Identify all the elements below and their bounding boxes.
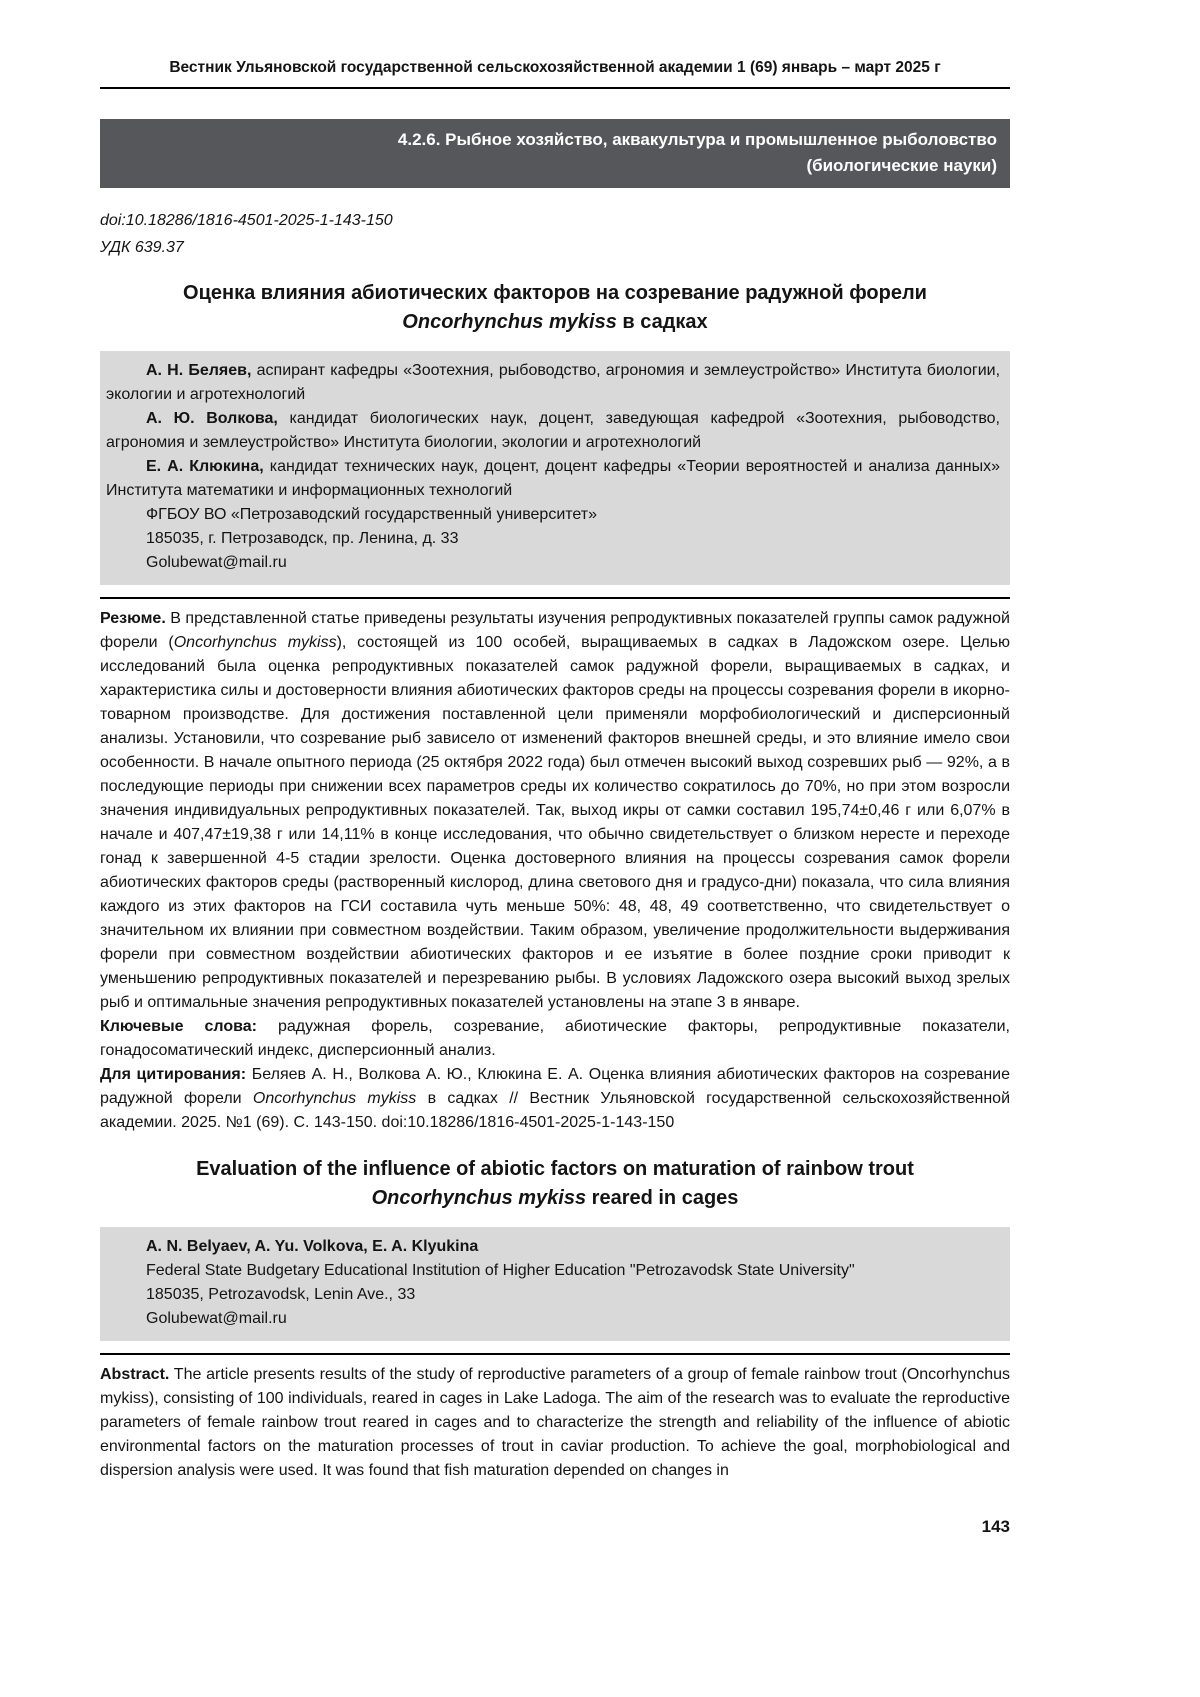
title-en-species: Oncorhynchus mykiss [371, 1186, 587, 1209]
author-ru-2-name: А. Ю. Волкова, [146, 409, 278, 427]
abstract-ru-label: Резюме. [100, 609, 166, 627]
abstract-ru-block [100, 607, 1010, 1135]
abstract-ru-species: Oncorhynchus mykiss [173, 633, 337, 651]
title-en-line1: Evaluation of the influence of abiotic factors on maturation of rainbow trout [196, 1157, 914, 1180]
citation-ru-paragraph [100, 1063, 1010, 1135]
abstract-ru-text-post: ), состоящей из 100 особей, выращиваемых в садках в Ладожском озере. Целью исследований была оценка репродуктивных показателей самок радужной форели, выращиваемых в садках, и характеристика силы и достоверности влияния абиотических факторов среды на процессы созревания форели в икорно-товарном производстве. Для достижения поставленной цели применяли морфобиологический и дисперсионный анализы. Установили, что созревание рыб зависело от изменений факторов внешней среды, и это влияние имело свои особенности. В начале опытного периода (25 октября 2022 года) был отмечен высокий выход созревших рыб — 92%, а в последующие периоды при снижении всех параметров среды их количество сократилось до 70%, но при этом возросли значения индивидуальных репродуктивных показателей. Так, выход икры от самки составил 195,74±0,46 г или 6,07% в начале и 407,47±19,38 г или 14,11% в конце исследования, что обычно свидетельствует о близком нересте и переходе гонад к завершенной 4-5 стадии зрелости. Оценка достоверного влияния на процессы созревания самок форели абиотических факторов среды (растворенный кислород, длина светового дня и градусо-дни) показала, что сила влияния каждого из этих факторов на ГСИ составила чуть меньше 50%: 48, 48, 49 соответственно, что свидетельствует о значительном их влиянии при совместном воздействии. Таким образом, увеличение продолжительности выдерживания форели при совместном воздействии абиотических факторов и ее изъятие в более поздние сроки приводит к уменьшению репродуктивных показателей и перезреванию рыбы. В условиях Ладожского озера высокий выход зрелых рыб и оптимальные значения репродуктивных показателей установлены на этапе 3 в январе. [100, 633, 1011, 1011]
journal-header-text: Вестник Ульяновской государственной сельскохозяйственной академии 1 (69) январь – март 2025 г [169, 59, 941, 76]
author-ru-1-role: аспирант кафедры «Зоотехния, рыбоводство, агрономия и землеустройство» Института биологии, экологии и агротехнологий [106, 361, 1001, 403]
divider-above-abstract-ru [100, 597, 1010, 599]
abstract-en-paragraph [100, 1363, 1010, 1483]
section-banner-line2: (биологические науки) [806, 156, 997, 176]
journal-running-head [100, 58, 1010, 89]
affiliation-email-ru: Golubewat@mail.ru [146, 553, 287, 571]
citation-ru-text-pre: Беляев А. Н., Волкова А. Ю., Клюкина Е. А. Оценка влияния абиотических факторов на созревание радужной форели [100, 1065, 1011, 1107]
page-number: 143 [981, 1517, 1010, 1536]
divider-above-abstract-en [100, 1353, 1010, 1355]
abstract-ru-paragraph [100, 607, 1010, 1015]
abstract-en-label: Abstract. [100, 1365, 170, 1383]
section-banner [100, 119, 1010, 188]
udk-line: УДК 639.37 [100, 238, 184, 256]
authors-en-names-text: A. N. Belyaev, A. Yu. Volkova, E. A. Klyukina [146, 1237, 479, 1255]
citation-ru-label: Для цитирования: [100, 1065, 247, 1083]
author-ru-1-name: А. Н. Беляев, [146, 361, 252, 379]
citation-ru-text-post: в садках // Вестник Ульяновской государственной сельскохозяйственной академии. 2025. №1 (69). С. 143-150. doi:10.18286/1816-4501-2025-1-143-150 [100, 1089, 1011, 1131]
doi-line: doi:10.18286/1816-4501-2025-1-143-150 [100, 211, 393, 229]
affiliation-address-ru: 185035, г. Петрозаводск, пр. Ленина, д. 33 [146, 529, 459, 547]
abstract-ru-text-pre: В представленной статье приведены результаты изучения репродуктивных показателей группы самок радужной форели ( [100, 609, 1010, 651]
abstract-en-block [100, 1363, 1010, 1483]
title-ru-rest: в садках [616, 310, 708, 333]
page-content [100, 0, 1010, 1483]
title-en-rest: reared in cages [586, 1186, 739, 1209]
keywords-ru-text: радужная форель, созревание, абиотические факторы, репродуктивные показатели, гонадосоматический индекс, дисперсионный анализ. [100, 1017, 1011, 1059]
title-ru-line1: Оценка влияния абиотических факторов на созревание радужной форели [183, 281, 927, 304]
author-ru-3-role: кандидат технических наук, доцент, доцент кафедры «Теории вероятностей и анализа данных» Института математики и информационных технологий [106, 457, 1001, 499]
abstract-en-text: The article presents results of the study of reproductive parameters of a group of female rainbow trout (Oncorhynchus mykiss), consisting of 100 individuals, reared in cages in Lake Ladoga. The aim of the research was to evaluate the reproductive parameters of female rainbow trout reared in cages and to characterize the strength and reliability of the influence of abiotic environmental factors on the maturation processes of trout in caviar production. To achieve the goal, morphobiological and dispersion analysis were used. It was found that fish maturation depended on changes in [100, 1365, 1010, 1479]
affiliation-address-en: 185035, Petrozavodsk, Lenin Ave., 33 [146, 1285, 416, 1303]
author-ru-2-role: кандидат биологических наук, доцент, заведующая кафедрой «Зоотехния, рыбоводство, агрономия и землеустройство» Института биологии, экологии и агротехнологий [106, 409, 1001, 451]
author-ru-3 [106, 455, 1000, 503]
authors-box-en [100, 1227, 1010, 1341]
article-title-ru [100, 279, 1010, 337]
author-ru-3-name: Е. А. Клюкина, [146, 457, 264, 475]
citation-ru-species: Oncorhynchus mykiss [252, 1089, 417, 1107]
affiliation-org-ru: ФГБОУ ВО «Петрозаводский государственный университет» [146, 505, 598, 523]
article-title-en [100, 1155, 1010, 1213]
author-ru-1 [106, 359, 1000, 407]
keywords-ru-label: Ключевые слова: [100, 1017, 257, 1035]
title-ru-species: Oncorhynchus mykiss [402, 310, 617, 333]
affiliation-email-en: Golubewat@mail.ru [146, 1309, 287, 1327]
affiliation-org-en: Federal State Budgetary Educational Institution of Higher Education "Petrozavodsk State University" [146, 1261, 855, 1279]
authors-box-ru [100, 351, 1010, 585]
section-banner-line1: 4.2.6. Рыбное хозяйство, аквакультура и промышленное рыболовство [397, 130, 997, 150]
author-ru-2 [106, 407, 1000, 455]
keywords-ru-paragraph [100, 1015, 1010, 1063]
authors-en-names [106, 1235, 1000, 1259]
